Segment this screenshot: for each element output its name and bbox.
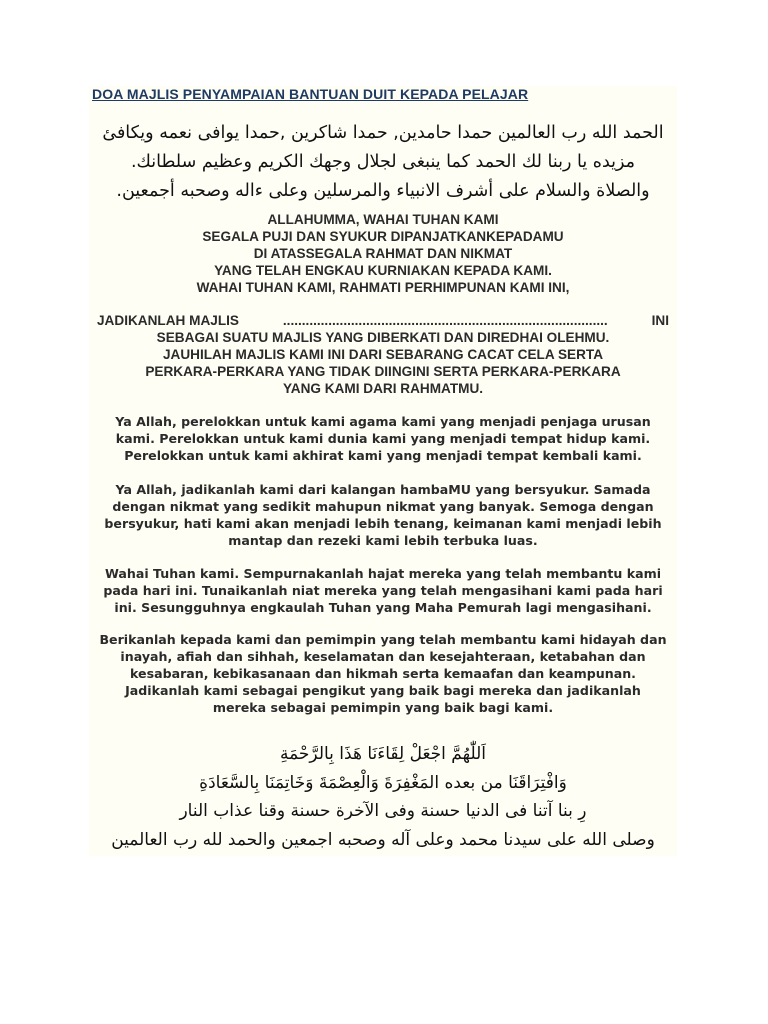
invocation-line: YANG TELAH ENGKAU KURNIAKAN KEPADA KAMI. <box>214 263 552 278</box>
prayer-paragraph-leaders <box>89 631 677 716</box>
paragraph-line: Ya Allah, perelokkan untuk kami agama kami yang menjadi penjaga urusan <box>115 414 651 429</box>
arabic-opening-line: والصلاة والسلام على أشرف الانبياء والمرسلين وعلى ءاله وصحبه أجمعين. <box>116 181 650 201</box>
prayer-paragraph-religion-world-hereafter <box>89 413 677 464</box>
paragraph-line: pada hari ini. Tunaikanlah niat mereka yang telah mengasihani kami pada hari <box>103 583 663 598</box>
paragraph-line: mantap dan rezeki kami lebih terbuka luas. <box>228 533 538 548</box>
paragraph-line: mereka sebagai pemimpin yang baik bagi kami. <box>212 700 554 715</box>
arabic-closing-line: وصلى الله على سيدنا محمد وعلى آله وصحبه اجمعين والحمد لله رب العالمين <box>111 829 655 850</box>
paragraph-line: Wahai Tuhan kami. Sempurnakanlah hajat mereka yang telah membantu kami <box>104 566 662 581</box>
arabic-closing-line: وَافْتِرَاقَنَا من بعده المَغْفِرَةَ وَالْعِصْمَةَ وَخَاتِمَنَا بِالسَّعَادَةِ <box>199 772 567 793</box>
arabic-closing-prayer <box>89 740 677 854</box>
majlis-line: PERKARA-PERKARA YANG TIDAK DIINGINI SERTA PERKARA-PERKARA <box>145 364 621 379</box>
malay-majlis-block <box>89 312 677 397</box>
paragraph-line: Ya Allah, jadikanlah kami dari kalangan hambaMU yang bersyukur. Samada <box>115 482 651 497</box>
majlis-line-start: JADIKANLAH MAJLIS <box>97 313 239 328</box>
arabic-opening-prayer <box>89 119 677 206</box>
majlis-line: SEBAGAI SUATU MAJLIS YANG DIBERKATI DAN DIREDHAI OLEHMU. <box>156 330 610 345</box>
paragraph-line: Berikanlah kepada kami dan pemimpin yang telah membantu kami hidayah dan <box>99 632 667 647</box>
invocation-line: SEGALA PUJI DAN SYUKUR DIPANJATKANKEPADAMU <box>202 229 564 244</box>
paragraph-line: Jadikanlah kami sebagai pengikut yang baik bagi mereka dan jadikanlah <box>125 683 641 698</box>
malay-invocation-block <box>89 211 677 296</box>
paragraph-line: dengan nikmat yang sedikit mahupun nikmat yang banyak. Semoga dengan <box>112 499 654 514</box>
majlis-name-blank: ...................................................................................... <box>282 313 608 328</box>
arabic-closing-line: رِ بنا آتنا فى الدنيا حسنة وفى الآخرة حسنة وقنا عذاب النار <box>179 801 587 821</box>
majlis-line: YANG KAMI DARI RAHMATMU. <box>282 381 484 396</box>
invocation-line: DI ATASSEGALA RAHMAT DAN NIKMAT <box>253 246 513 261</box>
paragraph-line: ini. Sesungguhnya engkaulah Tuhan yang Maha Pemurah lagi mengasihani. <box>114 600 652 615</box>
arabic-opening-line: الحمد الله رب العالمين حمدا حامدين, حمدا شاكرين ,حمدا يوافى نعمه ويكافئ <box>102 123 664 143</box>
prayer-paragraph-donors <box>89 565 677 616</box>
majlis-line: JAUHILAH MAJLIS KAMI INI DARI SEBARANG CACAT CELA SERTA <box>162 347 604 362</box>
invocation-line: ALLAHUMMA, WAHAI TUHAN KAMI <box>267 212 499 227</box>
invocation-line: WAHAI TUHAN KAMI, RAHMATI PERHIMPUNAN KAMI INI, <box>196 280 570 295</box>
paragraph-line: bersyukur, hati kami akan menjadi lebih tenang, keimanan kami menjadi lebih <box>104 516 662 531</box>
arabic-opening-line: مزيده يا ربنا لك الحمد كما ينبغى لجلال وجهك الكريم وعظيم سلطانك. <box>130 152 636 172</box>
prayer-paragraph-gratitude <box>89 481 677 549</box>
paragraph-line: inayah, afiah dan sihhah, keselamatan dan kesejahteraan, ketabahan dan <box>120 649 646 664</box>
paragraph-line: kesabaran, kebikasanaan dan hikmah serta kemaafan dan keampunan. <box>130 666 636 681</box>
paragraph-line: kami. Perelokkan untuk kami dunia kami yang menjadi tempat hidup kami. <box>115 431 651 446</box>
document-title: DOA MAJLIS PENYAMPAIAN BANTUAN DUIT KEPADA PELAJAR <box>92 86 529 102</box>
arabic-closing-line: اَللّٰهُمَّ اجْعَلْ لِقَاءَنَا هَذَا بِالرَّحْمَةِ <box>279 744 486 764</box>
majlis-name-line <box>89 312 677 329</box>
paragraph-line: Perelokkan untuk kami akhirat kami yang menjadi tempat kembali kami. <box>124 448 642 463</box>
majlis-line-end: INI <box>651 313 669 328</box>
